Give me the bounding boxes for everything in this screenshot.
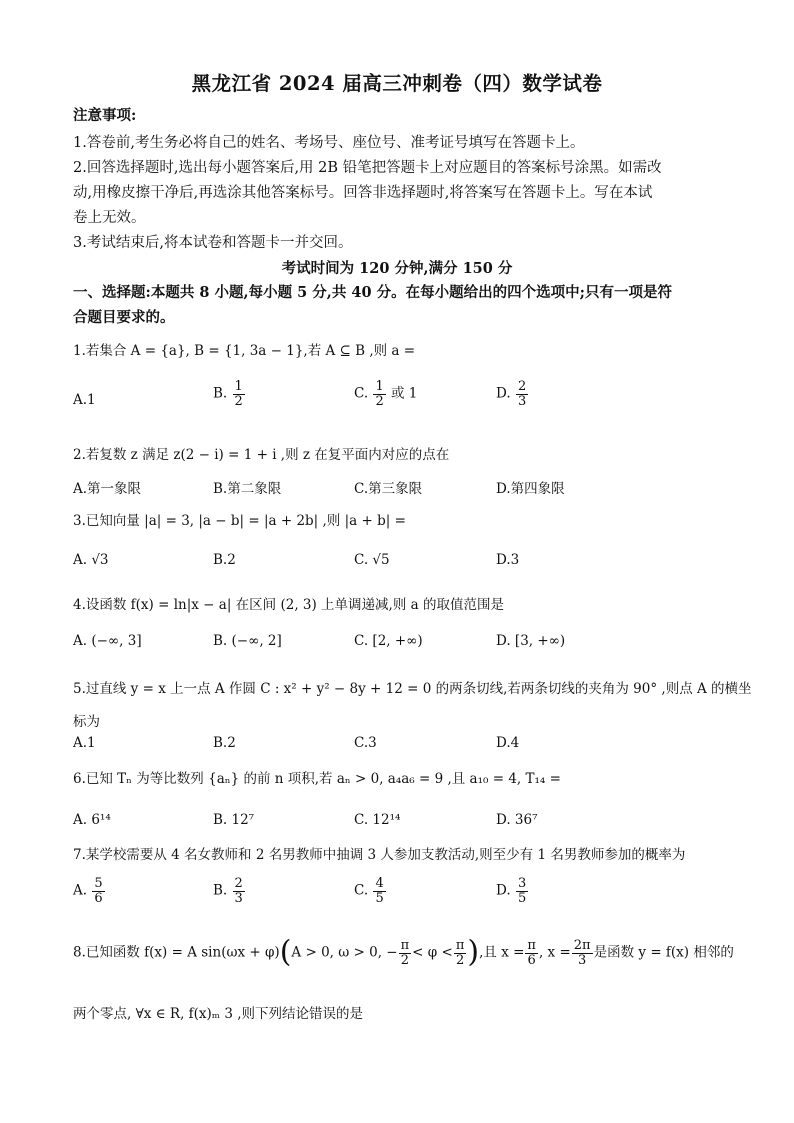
condition-mid: < φ <	[412, 944, 453, 961]
question-5-option-a: A.1	[73, 735, 96, 751]
option-label: B.	[213, 882, 228, 899]
exam-info: 考试时间为 120 分钟,满分 150 分	[281, 260, 513, 277]
question-4-option-d: D. [3, +∞)	[496, 633, 566, 649]
option-label: D.	[496, 385, 511, 402]
question-5-stem-line-2: 标为	[73, 714, 100, 730]
numerator: π	[400, 938, 410, 953]
question-7-stem: 7.某学校需要从 4 名女教师和 2 名男教师中抽调 3 人参加支教活动,则至少有 1 名男教师参加的概率为	[73, 847, 686, 863]
question-6-stem: 6.已知 Tₙ 为等比数列 {aₙ} 的前 n 项积,若 aₙ > 0, a₄a₆ = 9 ,且 a₁₀ = 4, T₁₄ =	[73, 771, 561, 787]
fraction	[233, 380, 245, 408]
fraction	[373, 877, 385, 905]
question-3-option-c: C. √5	[354, 552, 390, 568]
question-4-option-c: C. [2, +∞)	[354, 633, 423, 649]
question-5-stem: 5.过直线 y = x 上一点 A 作圆 C : x² + y² − 8y + 12 = 0 的两条切线,若两条切线的夹角为 90° ,则点 A 的横坐	[73, 681, 752, 697]
question-3-option-a: A. √3	[73, 552, 109, 568]
question-4-stem: 4.设函数 f(x) = ln|x − a| 在区间 (2, 3) 上单调递减,则 a 的取值范围是	[73, 597, 504, 613]
question-3-stem: 3.已知向量 |a| = 3, |a − b| = |a + 2b| ,则 |a + b| =	[73, 513, 406, 529]
numerator: 1	[234, 379, 243, 394]
fraction	[233, 877, 245, 905]
denominator: 5	[375, 890, 384, 906]
question-4-option-a: A. (−∞, 3]	[73, 633, 142, 649]
notes-line-3: 3.考试结束后,将本试卷和答题卡一并交回。	[73, 235, 353, 251]
numerator: 2	[234, 876, 243, 891]
fraction	[399, 939, 412, 967]
condition: A > 0, ω > 0, −	[291, 944, 398, 961]
notes-heading: 注意事项:	[73, 107, 137, 124]
stem-part: ,且 x =	[479, 944, 525, 961]
denominator: 6	[94, 890, 103, 906]
stem-part: 是函数 y = f(x) 相邻的	[593, 944, 734, 961]
question-5-option-d: D.4	[496, 735, 520, 751]
option-label: B.	[213, 385, 228, 402]
notes-line-2a: 2.回答选择题时,选出每小题答案后,用 2B 铅笔把答题卡上对应题目的答案标号涂黑。如需改	[73, 160, 662, 176]
question-2-option-d: D.第四象限	[496, 481, 565, 497]
question-1-stem: 1.若集合 A = {a}, B = {1, 3a − 1},若 A ⊆ B ,则 a =	[73, 343, 416, 359]
question-6-option-b: B. 12⁷	[213, 812, 255, 828]
numerator: 1	[375, 379, 384, 394]
question-7-option-c	[354, 877, 387, 905]
question-2-option-a: A.第一象限	[73, 481, 142, 497]
option-label: C.	[354, 882, 369, 899]
fraction	[525, 939, 538, 967]
question-7-option-d	[496, 877, 529, 905]
question-5-option-b: B.2	[213, 735, 236, 751]
denominator: 6	[527, 952, 536, 968]
numerator: π	[527, 938, 536, 953]
option-label: D.	[496, 882, 511, 899]
question-3-option-d: D.3	[496, 552, 520, 568]
question-2-option-b: B.第二象限	[213, 481, 282, 497]
section-heading-line-1: 一、选择题:本题共 8 小题,每小题 5 分,共 40 分。在每小题给出的四个选项中;只有一项是符	[73, 284, 672, 301]
notes-line-2b: 动,用橡皮擦干净后,再选涂其他答案标号。回答非选择题时,将答案写在答题卡上。写在本试	[73, 185, 653, 201]
stem-part: , x =	[538, 944, 571, 961]
fraction	[92, 877, 104, 905]
numerator: 3	[517, 876, 527, 891]
denominator: 5	[517, 890, 527, 906]
denominator: 2	[375, 393, 384, 409]
question-2-stem: 2.若复数 z 满足 z(2 − i) = 1 + i ,则 z 在复平面内对应的点在	[73, 447, 450, 463]
question-2-option-c: C.第三象限	[354, 481, 423, 497]
denominator: 3	[578, 952, 587, 968]
denominator: 3	[234, 890, 243, 906]
question-8-stem	[73, 934, 734, 970]
question-4-option-b: B. (−∞, 2]	[213, 633, 282, 649]
question-1-option-b	[213, 380, 246, 408]
numerator: 2	[517, 379, 527, 394]
denominator: 2	[234, 393, 243, 409]
numerator: 4	[375, 876, 384, 891]
fraction	[516, 380, 528, 408]
option-label: C.	[354, 385, 369, 402]
question-1-option-d	[496, 380, 529, 408]
fraction	[516, 877, 528, 905]
question-7-option-b	[213, 877, 246, 905]
option-label: A.	[73, 882, 88, 899]
question-8-stem-line-2: 两个零点, ∀x ∈ R, f(x)ₘ 3 ,则下列结论错误的是	[73, 1006, 364, 1022]
question-1-option-c	[354, 380, 417, 408]
numerator: 2π	[573, 938, 591, 953]
numerator: 5	[94, 876, 103, 891]
notes-line-2c: 卷上无效。	[73, 210, 146, 226]
page-title: 黑龙江省 2024 届高三冲刺卷（四）数学试卷	[191, 72, 603, 95]
denominator: 2	[455, 952, 465, 968]
question-6-option-c: C. 12¹⁴	[354, 812, 401, 828]
fraction	[454, 939, 467, 967]
left-paren: (	[279, 934, 292, 970]
question-5-option-c: C.3	[354, 735, 377, 751]
denominator: 2	[400, 952, 410, 968]
option-tail: 或 1	[391, 385, 418, 402]
section-heading-line-2: 合题目要求的。	[73, 309, 175, 326]
notes-line-1: 1.答卷前,考生务必将自己的姓名、考场号、座位号、准考证号填写在答题卡上。	[73, 135, 585, 151]
question-6-option-d: D. 36⁷	[496, 812, 538, 828]
fraction	[373, 380, 385, 408]
numerator: π	[455, 938, 465, 953]
right-paren: )	[467, 934, 480, 970]
question-1-option-a: A.1	[73, 392, 96, 408]
denominator: 3	[517, 393, 527, 409]
question-3-option-b: B.2	[213, 552, 236, 568]
question-7-option-a	[73, 877, 106, 905]
stem-part: 8.已知函数 f(x) = A sin(ωx + φ)	[73, 944, 280, 961]
fraction	[572, 939, 593, 967]
question-6-option-a: A. 6¹⁴	[73, 812, 111, 828]
